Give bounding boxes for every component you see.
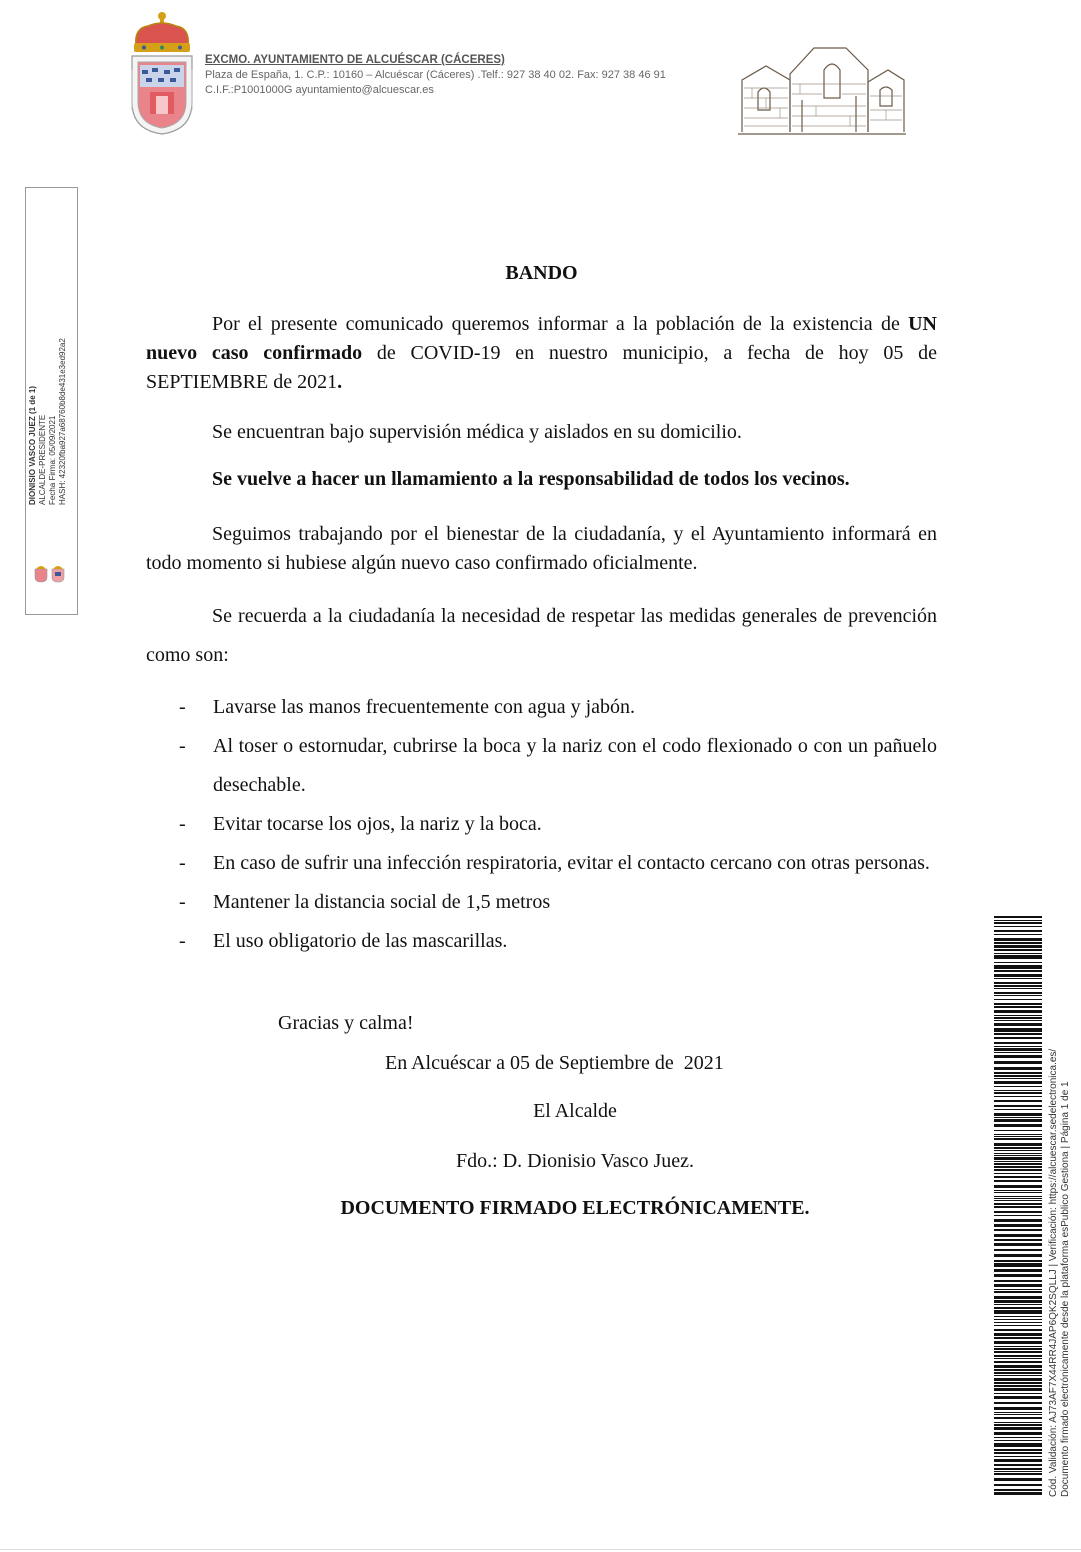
barcode-bar bbox=[994, 1407, 1042, 1410]
barcode-bar bbox=[994, 970, 1042, 972]
barcode-bar bbox=[994, 1432, 1042, 1435]
measure-text: Mantener la distancia social de 1,5 metros bbox=[213, 891, 551, 913]
barcode-bar bbox=[994, 1015, 1042, 1016]
barcode-bar bbox=[994, 916, 1042, 918]
barcode-bar bbox=[994, 1322, 1042, 1323]
barcode-bar bbox=[994, 1443, 1042, 1447]
barcode-bar bbox=[994, 1382, 1042, 1384]
barcode-bar bbox=[994, 1180, 1042, 1182]
church-illustration bbox=[736, 40, 908, 136]
barcode-bar bbox=[994, 1010, 1042, 1013]
barcode-bar bbox=[994, 1424, 1042, 1426]
barcode-bar bbox=[994, 1355, 1042, 1357]
barcode-bar bbox=[994, 930, 1042, 932]
electronic-signature-note: DOCUMENTO FIRMADO ELECTRÓNICAMENTE. bbox=[340, 1197, 810, 1219]
barcode-bar bbox=[994, 1468, 1042, 1470]
signature-stamp-text bbox=[28, 338, 68, 505]
signature-date: Fecha Firma: 05/09/2021 bbox=[48, 415, 57, 505]
barcode-bar bbox=[994, 1200, 1042, 1201]
barcode-bar bbox=[994, 1254, 1042, 1257]
barcode-bar bbox=[994, 1310, 1042, 1314]
barcode-bar bbox=[994, 1096, 1042, 1097]
list-item bbox=[146, 922, 937, 961]
barcode-bar bbox=[994, 1304, 1042, 1305]
barcode-bar bbox=[994, 1440, 1042, 1441]
announcement-end: . bbox=[337, 371, 343, 393]
barcode-bar bbox=[994, 1119, 1042, 1122]
barcode-bar bbox=[994, 1143, 1042, 1146]
barcode-bar bbox=[994, 1113, 1042, 1116]
barcode-bar bbox=[994, 1196, 1042, 1197]
barcode-bar bbox=[994, 1239, 1042, 1241]
barcode-bar bbox=[994, 1348, 1042, 1350]
barcode-bar bbox=[994, 922, 1042, 924]
verification-text bbox=[1048, 1049, 1072, 1497]
barcode-bar bbox=[994, 1437, 1042, 1438]
barcode-bar bbox=[994, 1361, 1042, 1363]
measure-text: En caso de sufrir una infección respiratoria, evitar el contacto cercano con otras personas. bbox=[213, 852, 930, 874]
barcode-bar bbox=[994, 1337, 1042, 1339]
measure-text: Al toser o estornudar, cubrirse la boca y la nariz con el codo flexionado o con un pañuelo desechable. bbox=[213, 735, 937, 796]
barcode-bar bbox=[994, 1307, 1042, 1309]
barcode-bar bbox=[994, 1173, 1042, 1174]
barcode-bar bbox=[994, 988, 1042, 989]
municipality-address: Plaza de España, 1. C.P.: 10160 – Alcuéscar (Cáceres) .Telf.: 927 38 40 02. Fax: 927 38 46 91 bbox=[205, 69, 666, 81]
barcode-bar bbox=[994, 1017, 1042, 1019]
barcode-bar bbox=[994, 1033, 1042, 1035]
barcode-bar bbox=[994, 1061, 1042, 1064]
barcode-bar bbox=[994, 1369, 1042, 1371]
barcode-bar bbox=[994, 1396, 1042, 1399]
barcode-bar bbox=[994, 965, 1042, 969]
barcode-bar bbox=[994, 1190, 1042, 1191]
barcode-bar bbox=[994, 1134, 1042, 1135]
barcode-bar bbox=[994, 1412, 1042, 1413]
signer-name-stamp: DIONISIO VASCO JUEZ (1 de 1) bbox=[28, 386, 37, 505]
barcode-bar bbox=[994, 1319, 1042, 1320]
barcode-bar bbox=[994, 1393, 1042, 1394]
barcode-bar bbox=[994, 1284, 1042, 1287]
barcode-bar bbox=[994, 1329, 1042, 1331]
barcode-bar bbox=[994, 1402, 1042, 1404]
closing-phrase: Gracias y calma! bbox=[278, 1012, 414, 1034]
bullet-dash: - bbox=[179, 735, 186, 757]
barcode-bar bbox=[994, 982, 1042, 984]
barcode-bar bbox=[994, 1333, 1042, 1336]
barcode-bar bbox=[994, 995, 1042, 996]
barcode-bar bbox=[994, 1192, 1042, 1193]
barcode-bar bbox=[994, 1215, 1042, 1216]
paragraph-wellbeing: Seguimos trabajando por el bienestar de la ciudadanía, y el Ayuntamiento informará en todo momento si hubiese algún nuevo caso confirmado oficialmente. bbox=[146, 523, 937, 574]
barcode-bar bbox=[994, 1260, 1042, 1262]
barcode-bar bbox=[994, 1289, 1042, 1290]
barcode-bar bbox=[994, 1042, 1042, 1044]
barcode-bar bbox=[994, 1478, 1042, 1481]
barcode-bar bbox=[994, 1243, 1042, 1246]
barcode-bar bbox=[994, 1176, 1042, 1178]
barcode-bar bbox=[994, 1048, 1042, 1051]
barcode-bar bbox=[994, 1198, 1042, 1199]
barcode-bar bbox=[994, 1229, 1042, 1231]
barcode-bar bbox=[994, 1078, 1042, 1079]
barcode-bar bbox=[994, 1072, 1042, 1074]
announcement-text-2: de COVID-19 en nuestro municipio, a fecha de hoy 05 de SEPTIEMBRE de 2021 bbox=[146, 342, 937, 393]
barcode-bar bbox=[994, 992, 1042, 994]
barcode-bar bbox=[994, 955, 1042, 959]
barcode-bar bbox=[994, 1105, 1042, 1107]
barcode-bar bbox=[994, 1473, 1042, 1475]
barcode-bar bbox=[994, 1211, 1042, 1213]
barcode-bar bbox=[994, 1020, 1042, 1021]
bullet-dash: - bbox=[179, 696, 186, 718]
list-item bbox=[146, 883, 937, 922]
barcode-bar bbox=[994, 1492, 1042, 1495]
barcode-bar bbox=[994, 1464, 1042, 1466]
barcode-bar bbox=[994, 1219, 1042, 1222]
barcode-bar bbox=[994, 1296, 1042, 1299]
paragraph-supervision: Se encuentran bajo supervisión médica y aislados en su domicilio. bbox=[212, 421, 742, 443]
barcode-bar bbox=[994, 1138, 1042, 1140]
municipality-title: EXCMO. AYUNTAMIENTO DE ALCUÉSCAR (CÁCERES) bbox=[205, 54, 505, 66]
barcode-bar bbox=[994, 942, 1042, 944]
barcode-bar bbox=[994, 1263, 1042, 1267]
measure-text: Evitar tocarse los ojos, la nariz y la boca. bbox=[213, 813, 542, 835]
barcode-bar bbox=[994, 1325, 1042, 1326]
barcode-bar bbox=[994, 1291, 1042, 1293]
barcode-bar bbox=[994, 1067, 1042, 1070]
paragraph-measures-intro: Se recuerda a la ciudadanía la necesidad de respetar las medidas generales de prevención como son: bbox=[146, 605, 937, 666]
barcode-bar bbox=[994, 1028, 1042, 1032]
barcode-bar bbox=[994, 999, 1042, 1000]
bullet-dash: - bbox=[179, 852, 186, 874]
small-coat-of-arms-icon bbox=[32, 561, 68, 583]
paragraph-call-responsibility: Se vuelve a hacer un llamamiento a la responsabilidad de todos los vecinos. bbox=[212, 468, 850, 490]
barcode-bar bbox=[994, 1280, 1042, 1282]
barcode-bar bbox=[994, 978, 1042, 979]
barcode-bar bbox=[994, 1372, 1042, 1374]
barcode-bar bbox=[994, 1417, 1042, 1419]
barcode-bar bbox=[994, 1249, 1042, 1251]
barcode-bar bbox=[994, 953, 1042, 954]
barcode-bar bbox=[994, 1147, 1042, 1149]
barcode-bar bbox=[994, 974, 1042, 977]
signer-name: Fdo.: D. Dionisio Vasco Juez. bbox=[456, 1150, 694, 1172]
signature-hash: HASH: 42320fba927a68760b8de431e3ed92a2 bbox=[58, 338, 67, 505]
barcode-bar bbox=[994, 1269, 1042, 1272]
barcode-bar bbox=[994, 1052, 1042, 1053]
barcode-bar bbox=[994, 1003, 1042, 1005]
barcode-bar bbox=[994, 1452, 1042, 1454]
barcode-bar bbox=[994, 1055, 1042, 1058]
coat-of-arms-logo bbox=[126, 10, 198, 136]
barcode-bar bbox=[994, 1358, 1042, 1359]
announcement-bold-case: UN nuevo caso confirmado bbox=[146, 313, 937, 364]
barcode-bar bbox=[994, 1161, 1042, 1162]
barcode-bar bbox=[994, 1092, 1042, 1094]
measure-text: Lavarse las manos frecuentemente con agua y jabón. bbox=[213, 696, 636, 718]
barcode-bar bbox=[994, 1471, 1042, 1472]
barcode-bar bbox=[994, 1316, 1042, 1317]
measure-text: El uso obligatorio de las mascarillas. bbox=[213, 930, 508, 952]
barcode-icon bbox=[994, 916, 1042, 1496]
bullet-dash: - bbox=[179, 930, 186, 952]
barcode-bar bbox=[994, 926, 1042, 927]
barcode-bar bbox=[994, 1388, 1042, 1391]
barcode-bar bbox=[994, 920, 1042, 921]
barcode-bar bbox=[994, 1166, 1042, 1168]
barcode-bar bbox=[994, 1046, 1042, 1047]
list-item bbox=[146, 844, 937, 883]
barcode-bar bbox=[994, 985, 1042, 987]
barcode-bar bbox=[994, 934, 1042, 935]
barcode-bar bbox=[994, 1449, 1042, 1451]
platform-note: Documento firmado electrónicamente desde la plataforma esPublico Gestiona | Página 1 de 1 bbox=[1060, 1081, 1071, 1497]
barcode-bar bbox=[994, 1130, 1042, 1131]
barcode-bar bbox=[994, 1090, 1042, 1091]
barcode-bar bbox=[994, 1185, 1042, 1188]
list-item bbox=[146, 688, 937, 727]
barcode-bar bbox=[994, 1300, 1042, 1303]
barcode-bar bbox=[994, 1155, 1042, 1156]
bullet-dash: - bbox=[179, 813, 186, 835]
signer-role-stamp: ALCALDE-PRESIDENTE bbox=[38, 414, 47, 505]
barcode-bar bbox=[994, 1459, 1042, 1462]
barcode-bar bbox=[994, 1206, 1042, 1208]
barcode-bar bbox=[994, 945, 1042, 948]
list-item bbox=[146, 727, 937, 805]
barcode-bar bbox=[994, 1100, 1042, 1102]
barcode-bar bbox=[994, 1203, 1042, 1205]
barcode-bar bbox=[994, 1351, 1042, 1353]
barcode-bar bbox=[994, 1234, 1042, 1237]
barcode-bar bbox=[994, 1484, 1042, 1486]
barcode-bar bbox=[994, 1153, 1042, 1154]
barcode-bar bbox=[994, 1224, 1042, 1227]
barcode-bar bbox=[994, 1365, 1042, 1368]
barcode-bar bbox=[994, 1117, 1042, 1118]
signer-title: El Alcalde bbox=[533, 1100, 617, 1122]
barcode-bar bbox=[994, 1489, 1042, 1491]
barcode-bar bbox=[994, 1086, 1042, 1087]
page-bottom-edge bbox=[0, 1549, 1081, 1550]
barcode-bar bbox=[994, 962, 1042, 963]
barcode-bar bbox=[994, 1346, 1042, 1347]
barcode-bar bbox=[994, 1157, 1042, 1160]
document-title: BANDO bbox=[505, 262, 578, 284]
barcode-bar bbox=[994, 1375, 1042, 1376]
verification-code: Cód. Validación: AJ73AF7X44RR4JAP6QK2SQLLJ | Verificación: https://alcuescar.sedelectronica.es/ bbox=[1048, 1048, 1059, 1497]
barcode-bar bbox=[994, 1456, 1042, 1457]
barcode-bar bbox=[994, 1081, 1042, 1084]
place-and-date: En Alcuéscar a 05 de Septiembre de 2021 bbox=[385, 1052, 724, 1074]
announcement-text-1: Por el presente comunicado queremos informar a la población de la existencia de bbox=[212, 313, 909, 335]
list-item bbox=[146, 805, 937, 844]
barcode-bar bbox=[994, 1023, 1042, 1026]
barcode-bar bbox=[994, 1163, 1042, 1165]
barcode-bar bbox=[994, 1414, 1042, 1415]
barcode-bar bbox=[994, 1427, 1042, 1430]
barcode-bar bbox=[994, 1124, 1042, 1127]
barcode-bar bbox=[994, 1109, 1042, 1110]
municipality-cif-email: C.I.F.:P1001000G ayuntamiento@alcuescar.es bbox=[205, 84, 434, 96]
measures-list bbox=[146, 688, 937, 961]
barcode-bar bbox=[994, 938, 1042, 941]
barcode-bar bbox=[994, 1378, 1042, 1381]
barcode-bar bbox=[994, 1169, 1042, 1171]
barcode-bar bbox=[994, 1274, 1042, 1277]
barcode-bar bbox=[994, 949, 1042, 951]
barcode-bar bbox=[994, 1150, 1042, 1151]
barcode-bar bbox=[994, 1006, 1042, 1008]
paragraph-announcement bbox=[146, 310, 937, 397]
barcode-bar bbox=[994, 1385, 1042, 1387]
barcode-bar bbox=[994, 1136, 1042, 1137]
barcode-bar bbox=[994, 1075, 1042, 1077]
barcode-bar bbox=[994, 1422, 1042, 1423]
bullet-dash: - bbox=[179, 891, 186, 913]
barcode-bar bbox=[994, 1037, 1042, 1039]
barcode-bar bbox=[994, 1341, 1042, 1344]
